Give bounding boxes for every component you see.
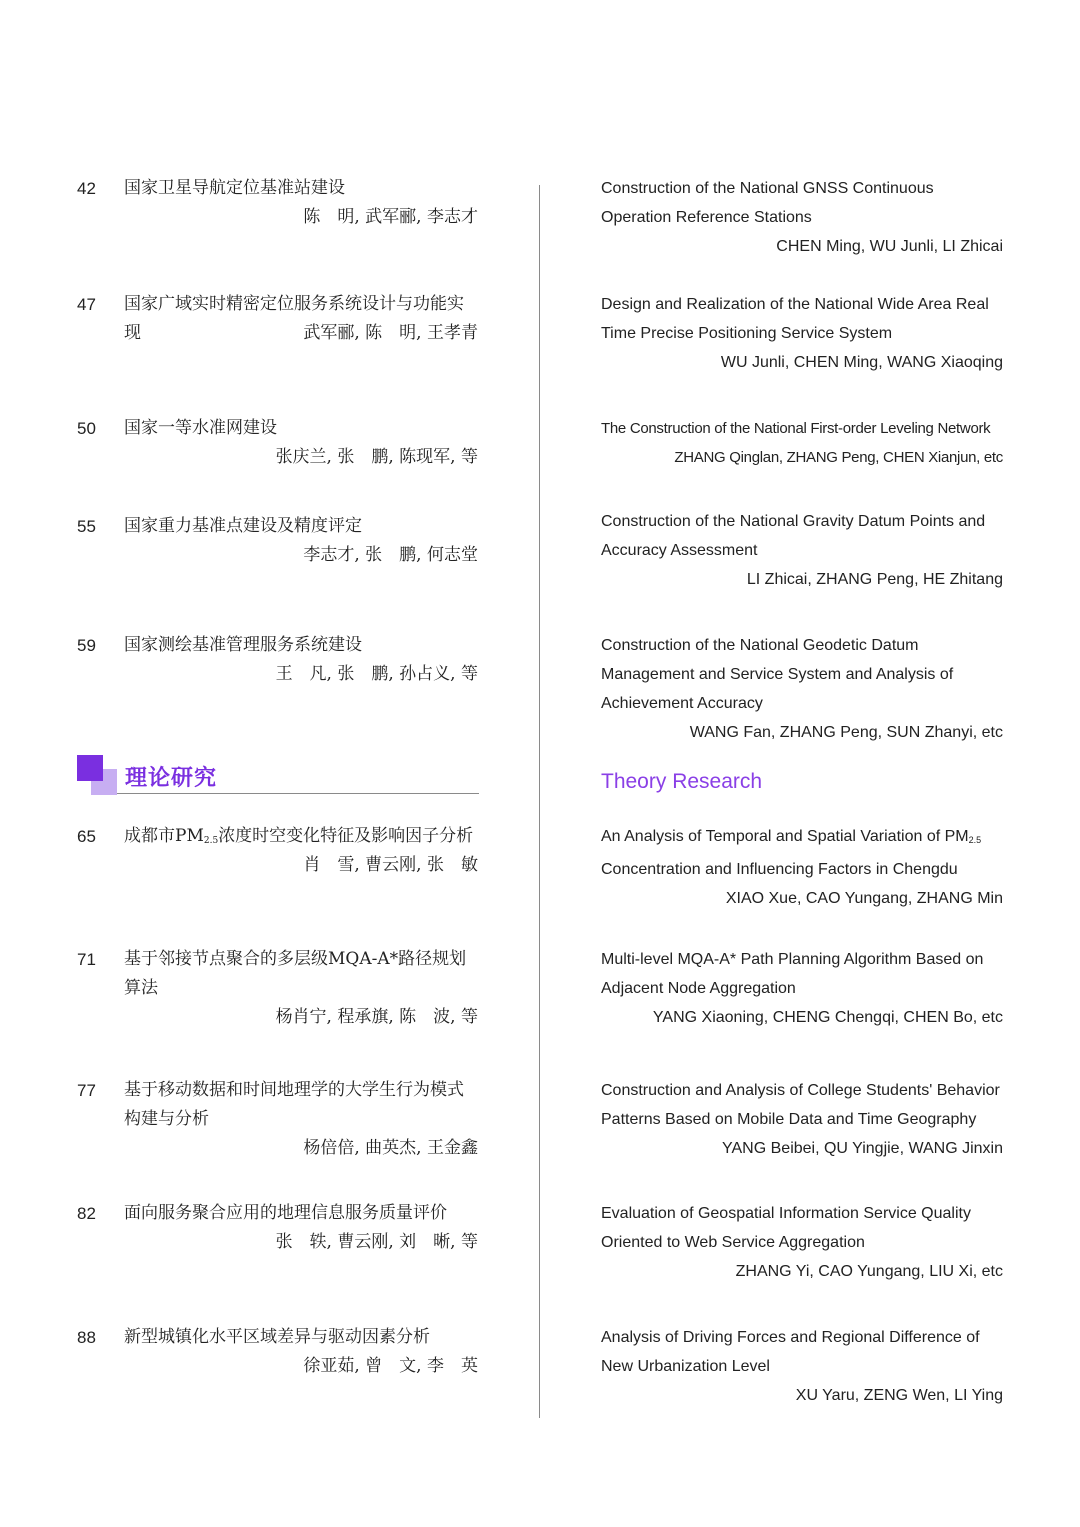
entry-authors-cn: 王 凡, 张 鹏, 孙占义, 等 (275, 664, 478, 684)
entry-title-cn: 新型城镇化水平区域差异与驱动因素分析 (124, 1327, 430, 1347)
entry-authors-en: YANG Beibei, QU Yingjie, WANG Jinxin (722, 1140, 1003, 1157)
toc-entry-en[interactable] (601, 1323, 1003, 1410)
entry-authors-cn: 张庆兰, 张 鹏, 陈现军, 等 (275, 447, 478, 467)
entry-authors-en: XU Yaru, ZENG Wen, LI Ying (795, 1387, 1003, 1404)
entry-title-en: Construction of the National GNSS Continuous Operation Reference Stations (601, 180, 934, 226)
page-number: 71 (77, 950, 96, 969)
entry-title-cn: 国家测绘基准管理服务系统建设 (124, 635, 362, 655)
entry-title-en: The Construction of the National First-order Leveling Network (601, 420, 991, 437)
page-number: 42 (77, 179, 96, 198)
toc-entry-en[interactable] (601, 822, 1003, 913)
entry-authors-en: ZHANG Qinglan, ZHANG Peng, CHEN Xianjun, etc (674, 449, 1003, 466)
entry-title-cn: 基于移动数据和时间地理学的大学生行为模式构建与分析 (124, 1080, 464, 1129)
page-number: 88 (77, 1328, 96, 1347)
section-marker-icon (77, 755, 103, 781)
section-title-en: Theory Research (601, 770, 763, 793)
entry-authors-cn: 肖 雪, 曹云刚, 张 敏 (303, 855, 478, 875)
toc-entry-en[interactable] (601, 1199, 1003, 1286)
section-title-cn: 理论研究 (125, 766, 218, 791)
entry-title-en: Multi-level MQA-A* Path Planning Algorithm Based on Adjacent Node Aggregation (601, 951, 984, 997)
page-number: 82 (77, 1204, 96, 1223)
toc-entry-en[interactable] (601, 507, 1003, 594)
entry-authors-en: ZHANG Yi, CAO Yungang, LIU Xi, etc (735, 1263, 1003, 1280)
page-number: 55 (77, 517, 96, 536)
entry-title-en: Design and Realization of the National Wide Area Real Time Precise Positioning Service System (601, 296, 989, 342)
entry-title-en: Construction of the National Gravity Datum Points and Accuracy Assessment (601, 513, 986, 559)
toc-entry-en[interactable] (601, 174, 1003, 261)
entry-authors-cn: 杨肖宁, 程承旗, 陈 波, 等 (275, 1007, 478, 1027)
entry-title-en: Evaluation of Geospatial Information Service Quality Oriented to Web Service Aggregation (601, 1205, 971, 1251)
page-number: 50 (77, 419, 96, 438)
entry-title-cn: 基于邻接节点聚合的多层级MQA-A*路径规划算法 (124, 949, 467, 998)
entry-authors-en: WANG Fan, ZHANG Peng, SUN Zhanyi, etc (689, 724, 1003, 741)
entry-title-cn: 国家广域实时精密定位服务系统设计与功能实现 (124, 294, 464, 343)
toc-entry-en[interactable] (601, 1076, 1003, 1163)
entry-title-en: An Analysis of Temporal and Spatial Variation of $PM_{2.5}$ Concentration and Influencing Factors in Chengdu (601, 828, 982, 878)
toc-entry-en[interactable] (601, 945, 1003, 1032)
entry-title-cn: 国家卫星导航定位基准站建设 (124, 178, 345, 198)
entry-authors-en: XIAO Xue, CAO Yungang, ZHANG Min (725, 890, 1003, 907)
entry-title-cn: 面向服务聚合应用的地理信息服务质量评价 (124, 1203, 447, 1223)
column-divider (539, 185, 540, 1418)
entry-authors-en: LI Zhicai, ZHANG Peng, HE Zhitang (746, 571, 1003, 588)
entry-authors-cn: 徐亚茹, 曾 文, 李 英 (303, 1356, 478, 1376)
page-number: 47 (77, 295, 96, 314)
toc-entry-en[interactable] (601, 631, 1003, 747)
page-number: 59 (77, 636, 96, 655)
toc-entry-en[interactable] (601, 414, 1003, 472)
page-number: 77 (77, 1081, 96, 1100)
entry-authors-cn: 陈 明, 武军郦, 李志才 (303, 207, 478, 227)
entry-title-en: Construction and Analysis of College Students' Behavior Patterns Based on Mobile Data and Time Geography (601, 1082, 1000, 1128)
entry-authors-cn: 张 轶, 曹云刚, 刘 晰, 等 (275, 1232, 478, 1252)
entry-authors-cn: 武军郦, 陈 明, 王孝青 (303, 323, 478, 343)
entry-authors-en: YANG Xiaoning, CHENG Chengqi, CHEN Bo, etc (652, 1009, 1003, 1026)
entry-authors-en: CHEN Ming, WU Junli, LI Zhicai (776, 238, 1003, 255)
section-rule (117, 793, 479, 794)
entry-title-cn: 成都市$PM_{2.5}$浓度时空变化特征及影响因子分析 (124, 826, 474, 846)
entry-title-en: Analysis of Driving Forces and Regional Difference of New Urbanization Level (601, 1329, 980, 1375)
entry-title-en: Construction of the National Geodetic Datum Management and Service System and Analysis of Achievement Accuracy (601, 637, 954, 712)
entry-title-cn: 国家重力基准点建设及精度评定 (124, 516, 362, 536)
section-header-cn (77, 755, 479, 795)
entry-authors-en: WU Junli, CHEN Ming, WANG Xiaoqing (720, 354, 1003, 371)
page-number: 65 (77, 827, 96, 846)
toc-entry-en[interactable] (601, 290, 1003, 377)
entry-authors-cn: 李志才, 张 鹏, 何志堂 (303, 545, 478, 565)
entry-title-cn: 国家一等水准网建设 (124, 418, 277, 438)
entry-authors-cn: 杨倍倍, 曲英杰, 王金鑫 (303, 1138, 478, 1158)
